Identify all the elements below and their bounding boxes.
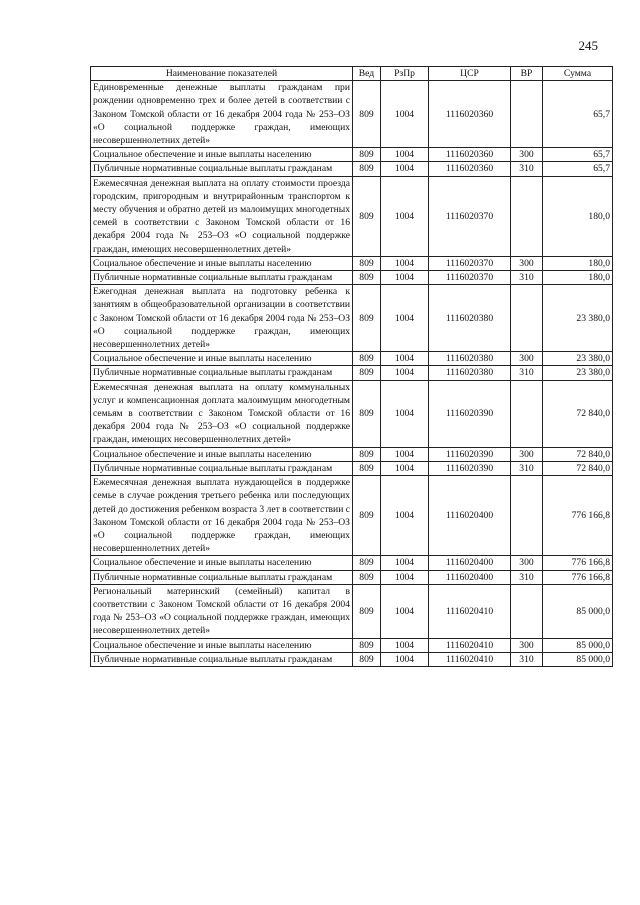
cell-rzpr: 1004 (381, 476, 429, 556)
cell-csr: 1116020370 (429, 256, 511, 270)
cell-ved: 809 (353, 584, 381, 638)
cell-name: Единовременные денежные выплаты гражданам при рождении одновременно трех и более детей в соответствии с Законом Томской области от 16 декабря 2004 года № 253–ОЗ «О социальной поддержке граждан, имеющих несовершеннолетних детей» (91, 81, 353, 148)
table-row (91, 148, 613, 162)
cell-ved: 809 (353, 366, 381, 380)
cell-sum: 23 380,0 (543, 285, 613, 352)
cell-vr: 300 (511, 256, 543, 270)
header-rzpr: РзПр (381, 67, 429, 81)
cell-csr: 1116020410 (429, 638, 511, 652)
cell-sum: 85 000,0 (543, 638, 613, 652)
cell-ved: 809 (353, 148, 381, 162)
cell-rzpr: 1004 (381, 162, 429, 176)
table-row (91, 162, 613, 176)
cell-vr: 310 (511, 652, 543, 666)
cell-sum: 180,0 (543, 271, 613, 285)
cell-name: Социальное обеспечение и иные выплаты населению (91, 556, 353, 570)
cell-rzpr: 1004 (381, 366, 429, 380)
cell-csr: 1116020370 (429, 271, 511, 285)
table-row (91, 285, 613, 352)
cell-sum: 776 166,8 (543, 556, 613, 570)
cell-csr: 1116020400 (429, 556, 511, 570)
table-row (91, 447, 613, 461)
table-header-row (91, 67, 613, 81)
cell-vr (511, 81, 543, 148)
cell-rzpr: 1004 (381, 556, 429, 570)
cell-vr: 300 (511, 638, 543, 652)
cell-vr: 300 (511, 352, 543, 366)
cell-csr: 1116020380 (429, 352, 511, 366)
cell-rzpr: 1004 (381, 256, 429, 270)
table-row (91, 570, 613, 584)
cell-ved: 809 (353, 162, 381, 176)
cell-vr: 310 (511, 162, 543, 176)
cell-sum: 72 840,0 (543, 447, 613, 461)
cell-name: Социальное обеспечение и иные выплаты населению (91, 148, 353, 162)
cell-rzpr: 1004 (381, 81, 429, 148)
cell-ved: 809 (353, 81, 381, 148)
cell-rzpr: 1004 (381, 176, 429, 256)
table-row (91, 584, 613, 638)
cell-name: Ежемесячная денежная выплата на оплату стоимости проезда городским, пригородным и внутрирайонным транспортом к месту обучения и обратно детей из малоимущих многодетных семей в соответствии с Законом Томской области от 16 декабря 2004 года № 253–ОЗ «О социальной поддержке граждан, имеющих несовершеннолетних детей» (91, 176, 353, 256)
cell-sum: 180,0 (543, 176, 613, 256)
cell-rzpr: 1004 (381, 638, 429, 652)
cell-sum: 65,7 (543, 148, 613, 162)
table-row (91, 652, 613, 666)
cell-ved: 809 (353, 638, 381, 652)
table-row (91, 352, 613, 366)
header-vr: ВР (511, 67, 543, 81)
cell-ved: 809 (353, 271, 381, 285)
cell-vr (511, 176, 543, 256)
page-number: 245 (578, 38, 598, 53)
header-ved: Вед (353, 67, 381, 81)
cell-sum: 23 380,0 (543, 366, 613, 380)
cell-csr: 1116020370 (429, 176, 511, 256)
cell-csr: 1116020400 (429, 476, 511, 556)
cell-vr: 310 (511, 271, 543, 285)
cell-vr: 300 (511, 148, 543, 162)
cell-ved: 809 (353, 176, 381, 256)
cell-vr: 300 (511, 447, 543, 461)
cell-name: Социальное обеспечение и иные выплаты населению (91, 638, 353, 652)
header-name: Наименование показателей (91, 67, 353, 81)
cell-rzpr: 1004 (381, 584, 429, 638)
cell-name: Социальное обеспечение и иные выплаты населению (91, 352, 353, 366)
cell-vr (511, 380, 543, 447)
cell-name: Социальное обеспечение и иные выплаты населению (91, 256, 353, 270)
cell-ved: 809 (353, 476, 381, 556)
cell-csr: 1116020380 (429, 366, 511, 380)
cell-csr: 1116020390 (429, 380, 511, 447)
cell-ved: 809 (353, 285, 381, 352)
cell-rzpr: 1004 (381, 285, 429, 352)
budget-table (90, 66, 613, 667)
table-row (91, 556, 613, 570)
cell-name: Публичные нормативные социальные выплаты гражданам (91, 271, 353, 285)
cell-csr: 1116020410 (429, 584, 511, 638)
cell-ved: 809 (353, 461, 381, 475)
cell-sum: 85 000,0 (543, 652, 613, 666)
table-row (91, 81, 613, 148)
cell-ved: 809 (353, 556, 381, 570)
cell-ved: 809 (353, 652, 381, 666)
cell-csr: 1116020390 (429, 461, 511, 475)
cell-name: Региональный материнский (семейный) капитал в соответствии с Законом Томской области от 16 декабря 2004 года № 253–ОЗ «О социальной поддержке граждан, имеющих несовершеннолетних детей» (91, 584, 353, 638)
cell-rzpr: 1004 (381, 570, 429, 584)
table-row (91, 366, 613, 380)
cell-vr: 310 (511, 366, 543, 380)
cell-name: Публичные нормативные социальные выплаты гражданам (91, 366, 353, 380)
cell-sum: 776 166,8 (543, 570, 613, 584)
cell-ved: 809 (353, 256, 381, 270)
cell-sum: 180,0 (543, 256, 613, 270)
table-row (91, 271, 613, 285)
cell-rzpr: 1004 (381, 352, 429, 366)
cell-csr: 1116020360 (429, 162, 511, 176)
cell-vr: 310 (511, 461, 543, 475)
cell-csr: 1116020360 (429, 81, 511, 148)
table-row (91, 638, 613, 652)
cell-sum: 72 840,0 (543, 461, 613, 475)
cell-vr: 300 (511, 556, 543, 570)
cell-name: Публичные нормативные социальные выплаты гражданам (91, 162, 353, 176)
cell-sum: 23 380,0 (543, 352, 613, 366)
header-csr: ЦСР (429, 67, 511, 81)
cell-ved: 809 (353, 380, 381, 447)
cell-vr: 310 (511, 570, 543, 584)
table-row (91, 476, 613, 556)
cell-csr: 1116020410 (429, 652, 511, 666)
cell-csr: 1116020400 (429, 570, 511, 584)
cell-vr (511, 584, 543, 638)
cell-sum: 65,7 (543, 81, 613, 148)
cell-sum: 85 000,0 (543, 584, 613, 638)
cell-sum: 65,7 (543, 162, 613, 176)
cell-vr (511, 285, 543, 352)
cell-rzpr: 1004 (381, 271, 429, 285)
table-row (91, 461, 613, 475)
cell-csr: 1116020360 (429, 148, 511, 162)
cell-name: Ежемесячная денежная выплата нуждающейся в поддержке семье в случае рождения третьего ребенка или последующих детей до достижения ребенком возраста 3 лет в соответствии с Законом Томской области от 16 декабря 2004 года № 253–ОЗ «О социальной поддержке граждан, имеющих несовершеннолетних детей» (91, 476, 353, 556)
cell-rzpr: 1004 (381, 148, 429, 162)
cell-csr: 1116020380 (429, 285, 511, 352)
cell-sum: 776 166,8 (543, 476, 613, 556)
cell-name: Публичные нормативные социальные выплаты гражданам (91, 461, 353, 475)
cell-name: Публичные нормативные социальные выплаты гражданам (91, 652, 353, 666)
cell-rzpr: 1004 (381, 380, 429, 447)
table-row (91, 176, 613, 256)
header-sum: Сумма (543, 67, 613, 81)
cell-name: Публичные нормативные социальные выплаты гражданам (91, 570, 353, 584)
cell-vr (511, 476, 543, 556)
table-row (91, 380, 613, 447)
cell-ved: 809 (353, 570, 381, 584)
cell-csr: 1116020390 (429, 447, 511, 461)
cell-name: Ежемесячная денежная выплата на оплату коммунальных услуг и компенсационная доплата малоимущим многодетным семьям в соответствии с Законом Томской области от 16 декабря 2004 года № 253–ОЗ «О социальной поддержке граждан, имеющих несовершеннолетних детей» (91, 380, 353, 447)
cell-ved: 809 (353, 352, 381, 366)
table-row (91, 256, 613, 270)
cell-rzpr: 1004 (381, 461, 429, 475)
cell-rzpr: 1004 (381, 447, 429, 461)
cell-rzpr: 1004 (381, 652, 429, 666)
cell-name: Социальное обеспечение и иные выплаты населению (91, 447, 353, 461)
cell-sum: 72 840,0 (543, 380, 613, 447)
cell-ved: 809 (353, 447, 381, 461)
cell-name: Ежегодная денежная выплата на подготовку ребенка к занятиям в общеобразовательной организации в соответствии с Законом Томской области от 16 декабря 2004 года № 253–ОЗ «О социальной поддержке граждан, имеющих несовершеннолетних детей» (91, 285, 353, 352)
